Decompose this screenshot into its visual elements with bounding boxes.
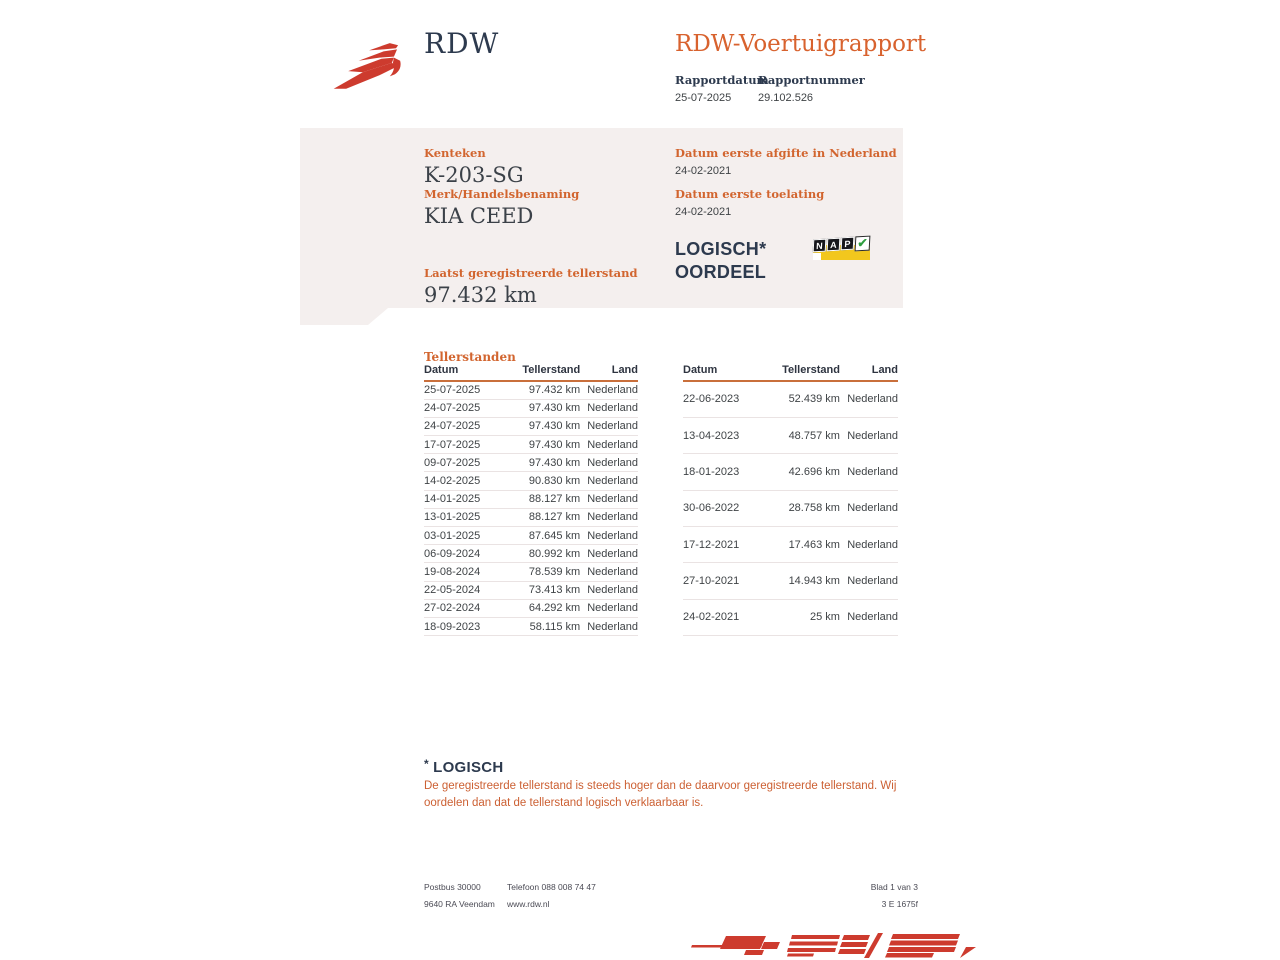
table-cell: 17.463 km bbox=[769, 527, 840, 563]
table-cell: 58.115 km bbox=[510, 617, 581, 635]
toelating-block bbox=[675, 187, 824, 218]
table-cell: 17-07-2025 bbox=[424, 436, 510, 454]
table-cell: 18-01-2023 bbox=[683, 454, 769, 490]
merk-block bbox=[424, 187, 579, 228]
table-cell: Nederland bbox=[840, 454, 898, 490]
table-cell: Nederland bbox=[580, 581, 638, 599]
report-number-block bbox=[758, 73, 865, 104]
table-cell: 64.292 km bbox=[510, 599, 581, 617]
table-cell: 25-07-2025 bbox=[424, 381, 510, 399]
nap-white-notch bbox=[813, 253, 821, 260]
verdict-explanation: De geregistreerde tellerstand is steeds hoger dan de daarvoor geregistreerde tellerstand. Wij oordelen dan dat de tellerstand logisch verklaarbaar is. bbox=[424, 780, 897, 809]
table-cell: 97.430 km bbox=[510, 436, 581, 454]
table-cell: 25 km bbox=[769, 599, 840, 635]
report-date-block bbox=[675, 73, 769, 104]
footer-doc-code: 3 E 1675f bbox=[881, 899, 918, 909]
verdict-asterisk: * bbox=[424, 757, 429, 771]
table-cell: Nederland bbox=[580, 508, 638, 526]
kenteken-block bbox=[424, 146, 524, 187]
table-cell: 80.992 km bbox=[510, 545, 581, 563]
table-cell: Nederland bbox=[580, 454, 638, 472]
toelating-value: 24-02-2021 bbox=[675, 206, 732, 218]
tellerstand-label: Laatst geregistreerde tellerstand bbox=[424, 266, 638, 280]
table-cell: 24-02-2021 bbox=[683, 599, 769, 635]
table-header-row bbox=[424, 364, 638, 381]
table-cell: Nederland bbox=[840, 527, 898, 563]
tellerstanden-table-right bbox=[683, 364, 898, 636]
table-cell: 27-10-2021 bbox=[683, 563, 769, 599]
table-cell: Nederland bbox=[580, 490, 638, 508]
oordeel-line2: OORDEEL bbox=[675, 262, 767, 282]
table-cell: Nederland bbox=[840, 563, 898, 599]
kenteken-label: Kenteken bbox=[424, 146, 486, 160]
table-cell: Nederland bbox=[580, 545, 638, 563]
oordeel-verdict bbox=[675, 238, 766, 284]
table-cell: Nederland bbox=[580, 472, 638, 490]
footer-page-number: Blad 1 van 3 bbox=[870, 882, 918, 892]
afgifte-block bbox=[675, 146, 897, 177]
table-row bbox=[424, 436, 638, 454]
table-cell: 03-01-2025 bbox=[424, 527, 510, 545]
report-date-label: Rapportdatum bbox=[675, 73, 769, 87]
table-cell: Nederland bbox=[580, 617, 638, 635]
table-cell: 87.645 km bbox=[510, 527, 581, 545]
table-cell: 28.758 km bbox=[769, 490, 840, 526]
table-row bbox=[424, 454, 638, 472]
tellerstand-block bbox=[424, 266, 638, 307]
tellerstand-value: 97.432 km bbox=[424, 283, 537, 307]
table-row bbox=[683, 454, 898, 490]
table-row bbox=[424, 490, 638, 508]
footer-city: 9640 RA Veendam bbox=[424, 899, 495, 909]
table-cell: 17-12-2021 bbox=[683, 527, 769, 563]
column-header-datum: Datum bbox=[424, 364, 510, 381]
merk-value: KIA CEED bbox=[424, 204, 534, 228]
kenteken-value: K-203-SG bbox=[424, 163, 524, 187]
table-row bbox=[424, 545, 638, 563]
table-cell: Nederland bbox=[840, 490, 898, 526]
table-cell: Nederland bbox=[580, 563, 638, 581]
table-row bbox=[683, 490, 898, 526]
table-row bbox=[424, 599, 638, 617]
nap-check-icon: ✔ bbox=[855, 236, 871, 252]
table-cell: 97.430 km bbox=[510, 454, 581, 472]
table-cell: 19-08-2024 bbox=[424, 563, 510, 581]
table-cell: Nederland bbox=[580, 399, 638, 417]
table-cell: 09-07-2025 bbox=[424, 454, 510, 472]
table-cell: 14.943 km bbox=[769, 563, 840, 599]
table-cell: 24-07-2025 bbox=[424, 417, 510, 435]
table-cell: 97.430 km bbox=[510, 417, 581, 435]
table-cell: 06-09-2024 bbox=[424, 545, 510, 563]
column-header-tellerstand: Tellerstand bbox=[510, 364, 581, 381]
report-date-value: 25-07-2025 bbox=[675, 92, 732, 104]
table-row bbox=[683, 417, 898, 453]
table-cell: 30-06-2022 bbox=[683, 490, 769, 526]
table-cell: 13-01-2025 bbox=[424, 508, 510, 526]
table-row bbox=[424, 508, 638, 526]
table-cell: Nederland bbox=[580, 417, 638, 435]
afgifte-label: Datum eerste afgifte in Nederland bbox=[675, 146, 897, 160]
toelating-label: Datum eerste toelating bbox=[675, 187, 825, 201]
table-cell: 24-07-2025 bbox=[424, 399, 510, 417]
table-row bbox=[683, 599, 898, 635]
page-title: RDW-Voertuigrapport bbox=[675, 31, 927, 57]
table-cell: Nederland bbox=[580, 436, 638, 454]
rdw-logo-text: RDW bbox=[424, 27, 500, 60]
table-cell: Nederland bbox=[580, 381, 638, 399]
rdw-logo bbox=[330, 40, 408, 99]
rdw-wing-icon bbox=[330, 40, 408, 94]
footer-pageinfo bbox=[871, 879, 918, 913]
table-header-row bbox=[683, 364, 898, 381]
table-cell: 52.439 km bbox=[769, 381, 840, 417]
oordeel-line1: LOGISCH* bbox=[675, 239, 767, 259]
nap-letter-a: A bbox=[827, 238, 841, 252]
table-row bbox=[424, 527, 638, 545]
table-cell: Nederland bbox=[840, 417, 898, 453]
verdict-heading bbox=[424, 757, 504, 777]
table-cell: 88.127 km bbox=[510, 490, 581, 508]
table-cell: Nederland bbox=[580, 527, 638, 545]
table-cell: Nederland bbox=[840, 381, 898, 417]
table-row bbox=[424, 472, 638, 490]
footer-address bbox=[424, 879, 495, 913]
table-row bbox=[683, 563, 898, 599]
nap-letter-p: P bbox=[841, 237, 855, 251]
table-cell: 97.432 km bbox=[510, 381, 581, 399]
table-row bbox=[424, 399, 638, 417]
table-row bbox=[424, 381, 638, 399]
table-cell: 73.413 km bbox=[510, 581, 581, 599]
footer-postbus: Postbus 30000 bbox=[424, 882, 481, 892]
column-header-tellerstand: Tellerstand bbox=[769, 364, 840, 381]
table-row bbox=[424, 417, 638, 435]
table-cell: 14-02-2025 bbox=[424, 472, 510, 490]
nap-letter-n: N bbox=[813, 239, 827, 253]
table-cell: 78.539 km bbox=[510, 563, 581, 581]
nap-logo bbox=[810, 236, 872, 264]
table-cell: 97.430 km bbox=[510, 399, 581, 417]
table-cell: 90.830 km bbox=[510, 472, 581, 490]
table-cell: 18-09-2023 bbox=[424, 617, 510, 635]
report-number-value: 29.102.526 bbox=[758, 92, 814, 104]
table-cell: 88.127 km bbox=[510, 508, 581, 526]
table-row bbox=[683, 527, 898, 563]
table-cell: 48.757 km bbox=[769, 417, 840, 453]
table-row bbox=[424, 563, 638, 581]
tellerstanden-tables bbox=[424, 364, 898, 636]
table-row bbox=[424, 617, 638, 635]
afgifte-value: 24-02-2021 bbox=[675, 165, 732, 177]
merk-label: Merk/Handelsbenaming bbox=[424, 187, 580, 201]
table-cell: 27-02-2024 bbox=[424, 599, 510, 617]
footer-contact bbox=[507, 879, 596, 913]
table-cell: 22-06-2023 bbox=[683, 381, 769, 417]
table-cell: Nederland bbox=[580, 599, 638, 617]
table-cell: 42.696 km bbox=[769, 454, 840, 490]
verdict-title: LOGISCH bbox=[433, 759, 504, 776]
table-cell: 13-04-2023 bbox=[683, 417, 769, 453]
column-header-datum: Datum bbox=[683, 364, 769, 381]
table-row bbox=[683, 381, 898, 417]
report-number-label: Rapportnummer bbox=[758, 73, 865, 87]
tellerstanden-table-left bbox=[424, 364, 638, 636]
column-header-land: Land bbox=[580, 364, 638, 381]
speed-stripes-icon bbox=[688, 932, 980, 960]
footer-website: www.rdw.nl bbox=[507, 899, 550, 909]
table-cell: Nederland bbox=[840, 599, 898, 635]
table-cell: 22-05-2024 bbox=[424, 581, 510, 599]
footer-phone: Telefoon 088 008 74 47 bbox=[507, 882, 596, 892]
rdw-footer-graphic bbox=[688, 932, 980, 960]
table-cell: 14-01-2025 bbox=[424, 490, 510, 508]
table-row bbox=[424, 581, 638, 599]
column-header-land: Land bbox=[840, 364, 898, 381]
tellerstanden-title: Tellerstanden bbox=[424, 350, 516, 364]
